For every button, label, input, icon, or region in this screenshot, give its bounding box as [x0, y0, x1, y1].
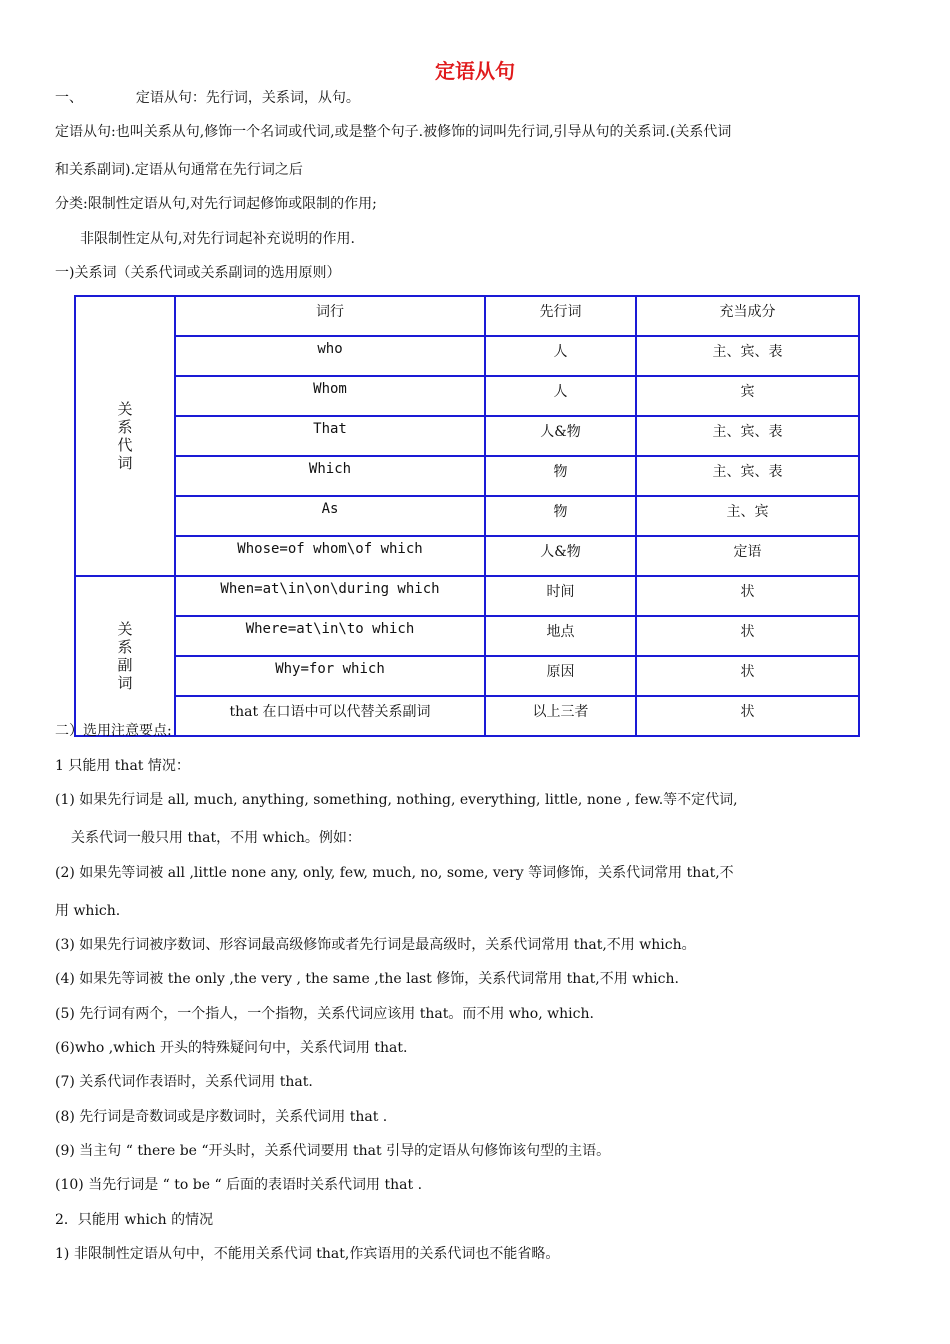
note-2-line-1: (2) 如果先等词被 all ,little none any, only, few, much, no, some, very 等词修饰，关系代词常用 that,不 [55, 865, 734, 881]
table-cell: 人 [485, 376, 636, 416]
table-cell: 人&物 [485, 536, 636, 576]
note-5: (5) 先行词有两个，一个指人，一个指物，关系代词应该用 that。而不用 who, which. [55, 1006, 594, 1022]
table-row [75, 456, 859, 496]
table-cell: 人 [485, 336, 636, 376]
table-row [75, 696, 859, 736]
table-cell: 人&物 [485, 416, 636, 456]
note-10: (10) 当先行词是 “ to be “ 后面的表语时关系代词用 that . [55, 1177, 423, 1193]
classification-line-1: 分类:限制性定语从句,对先行词起修饰或限制的作用; [55, 196, 377, 212]
classification-line-2: 非限制性定从句,对先行词起补充说明的作用. [80, 231, 355, 247]
note-7: (7) 关系代词作表语时，关系代词用 that. [55, 1074, 313, 1090]
pronoun-group-label: 关系代词 [117, 400, 133, 472]
adverb-group-label: 关系副词 [117, 620, 133, 692]
definition-line-2: 和关系副词).定语从句通常在先行词之后 [55, 162, 303, 178]
note-9: (9) 当主句 “ there be “开头时，关系代词要用 that 引导的定语从句修饰该句型的主语。 [55, 1143, 611, 1159]
table-cell: 主、宾、表 [636, 336, 859, 376]
table-cell: who [175, 336, 485, 376]
table-row [75, 416, 859, 456]
note-3: (3) 如果先行词被序数词、形容词最高级修饰或者先行词是最高级时，关系代词常用 that,不用 which。 [55, 937, 696, 953]
only-which-heading: 2．只能用 which 的情况 [55, 1212, 214, 1228]
only-that-heading: 1 只能用 that 情况： [55, 758, 190, 774]
table-cell: 状 [636, 616, 859, 656]
relative-words-table [74, 295, 860, 737]
table-cell: Whose=of whom\of which [175, 536, 485, 576]
heading-number: 一、 [55, 90, 83, 106]
table-cell: 状 [636, 696, 859, 736]
header-cell: 充当成分 [636, 296, 859, 336]
header-cell: 词行 [175, 296, 485, 336]
definition-line-1: 定语从句:也叫关系从句,修饰一个名词或代词,或是整个句子.被修饰的词叫先行词,引导从句的关系词.(关系代词 [55, 124, 732, 140]
table-row [75, 336, 859, 376]
table-row [75, 296, 859, 336]
table-cell: Which [175, 456, 485, 496]
table-row [75, 576, 859, 616]
note-1-line-2: 关系代词一般只用 that，不用 which。例如： [71, 830, 361, 846]
table-cell: 物 [485, 496, 636, 536]
table-cell: 主、宾 [636, 496, 859, 536]
table-cell: 宾 [636, 376, 859, 416]
table-cell: 状 [636, 656, 859, 696]
section-2-heading: 二）选用注意要点: [55, 723, 172, 739]
table-cell: As [175, 496, 485, 536]
table-cell: 定语 [636, 536, 859, 576]
table-row [75, 616, 859, 656]
table-cell: Whom [175, 376, 485, 416]
document-title: 定语从句 [435, 59, 515, 83]
table-cell: 以上三者 [485, 696, 636, 736]
pronoun-group-cell [75, 296, 175, 576]
table-cell: 状 [636, 576, 859, 616]
which-note-1: 1) 非限制性定语从句中，不能用关系代词 that,作宾语用的关系代词也不能省略。 [55, 1246, 560, 1262]
section-1-heading: 一)关系词（关系代词或关系副词的选用原则） [55, 265, 341, 281]
note-8: (8) 先行词是奇数词或是序数词时，关系代词用 that . [55, 1109, 388, 1125]
header-cell: 先行词 [485, 296, 636, 336]
table-row [75, 496, 859, 536]
table-row [75, 376, 859, 416]
table-cell: that 在口语中可以代替关系副词 [175, 696, 485, 736]
adverb-group-cell [75, 576, 175, 736]
table-cell: 物 [485, 456, 636, 496]
table-cell: 时间 [485, 576, 636, 616]
table-cell: That [175, 416, 485, 456]
table-row [75, 536, 859, 576]
table-cell: 原因 [485, 656, 636, 696]
note-2-line-2: 用 which. [55, 903, 121, 919]
table-cell: 地点 [485, 616, 636, 656]
heading-text: 定语从句：先行词，关系词，从句。 [135, 90, 360, 106]
table-cell: 主、宾、表 [636, 416, 859, 456]
note-6: (6)who ,which 开头的特殊疑问句中，关系代词用 that. [55, 1040, 408, 1056]
table-cell: 主、宾、表 [636, 456, 859, 496]
note-1-line-1: (1) 如果先行词是 all, much, anything, something, nothing, everything, little, none , few.等不定代词, [55, 792, 738, 808]
table-cell: Why=for which [175, 656, 485, 696]
note-4: (4) 如果先等词被 the only ,the very , the same ,the last 修饰，关系代词常用 that,不用 which. [55, 971, 679, 987]
table-row [75, 656, 859, 696]
heading-line [55, 88, 360, 108]
table-cell: When=at\in\on\during which [175, 576, 485, 616]
table-cell: Where=at\in\to which [175, 616, 485, 656]
